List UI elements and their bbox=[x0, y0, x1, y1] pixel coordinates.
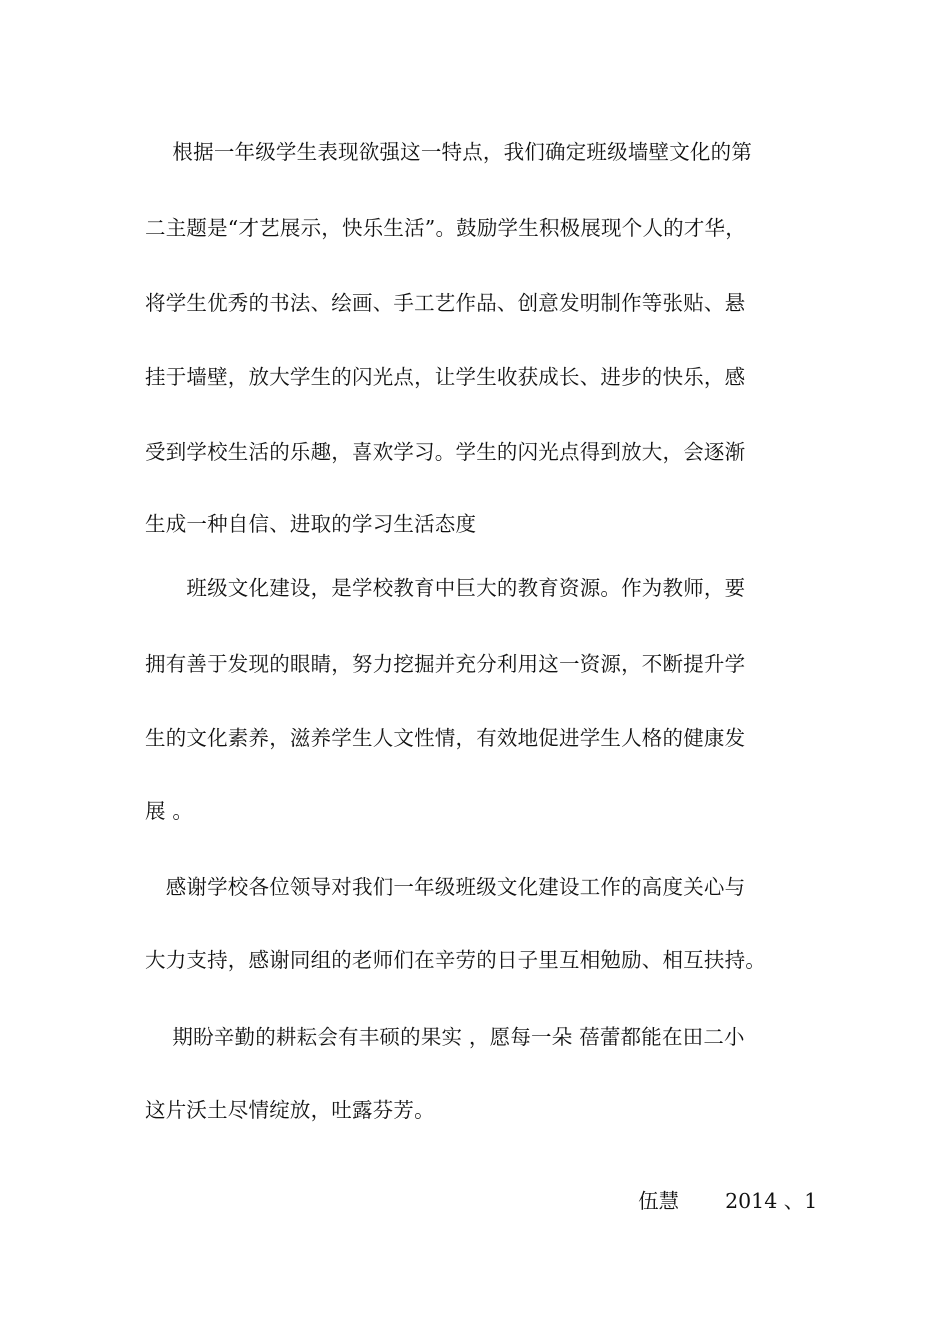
paragraph-1-line-4: 挂于墙壁，放大学生的闪光点，让学生收获成长、进步的快乐，感 bbox=[145, 365, 746, 389]
paragraph-1-line-6: 生成一种自信、进取的学习生活态度 bbox=[145, 512, 477, 536]
paragraph-1-line-5: 受到学校生活的乐趣，喜欢学习。学生的闪光点得到放大，会逐渐 bbox=[145, 440, 746, 464]
paragraph-2-line-2: 拥有善于发现的眼睛，努力挖掘并充分利用这一资源，不断提升学 bbox=[145, 652, 746, 676]
paragraph-2-line-1: 班级文化建设，是学校教育中巨大的教育资源。作为教师，要 bbox=[145, 576, 746, 600]
paragraph-3-line-1: 感谢学校各位领导对我们一年级班级文化建设工作的高度关心与 bbox=[145, 875, 746, 899]
paragraph-1-line-1: 根据一年级学生表现欲强这一特点，我们确定班级墙壁文化的第 bbox=[145, 140, 753, 164]
paragraph-1-line-3: 将学生优秀的书法、绘画、手工艺作品、创意发明制作等张贴、悬 bbox=[145, 291, 746, 315]
paragraph-1-line-2: 二主题是“才艺展示，快乐生活”。鼓励学生积极展现个人的才华， bbox=[145, 216, 746, 240]
paragraph-2-line-3: 生的文化素养，滋养学生人文性情，有效地促进学生人格的健康发 bbox=[145, 726, 746, 750]
paragraph-4-line-2: 这片沃土尽情绽放，吐露芬芳。 bbox=[145, 1098, 435, 1122]
paragraph-2-line-4: 展 。 bbox=[145, 799, 194, 823]
signature-name: 伍慧 bbox=[638, 1189, 680, 1213]
signature bbox=[612, 1159, 817, 1243]
paragraph-3-line-2: 大力支持，感谢同组的老师们在辛劳的日子里互相勉励、相互扶持。 bbox=[145, 948, 766, 972]
signature-date: 2014 、1 bbox=[725, 1189, 818, 1213]
paragraph-4-line-1: 期盼辛勤的耕耘会有丰硕的果实 ，愿每一朵 蓓蕾都能在田二小 bbox=[145, 1025, 745, 1049]
